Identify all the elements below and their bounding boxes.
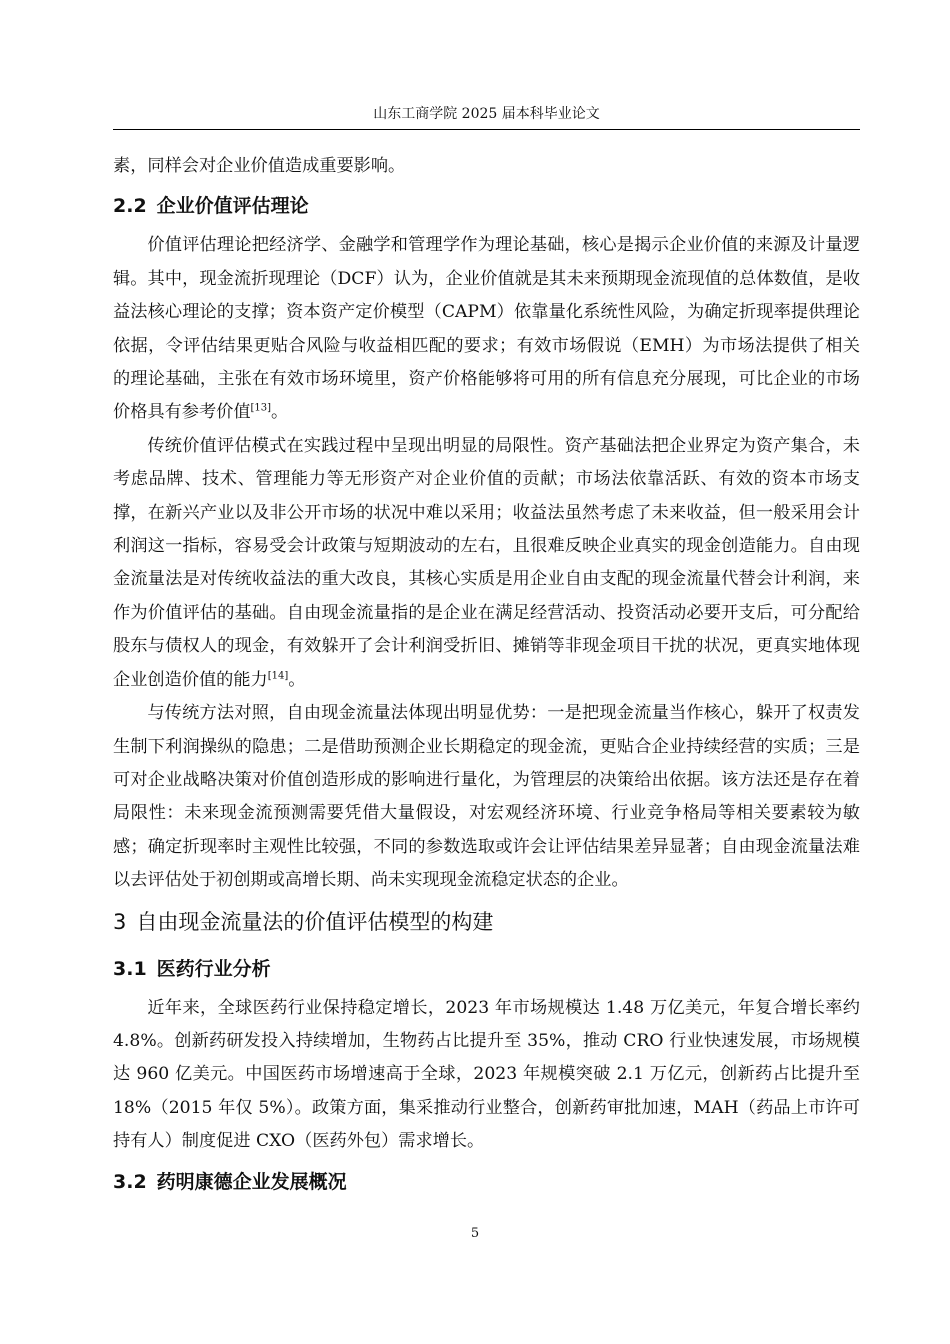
section-heading-2-2 (113, 183, 860, 229)
page-number: 5 (470, 1226, 480, 1241)
paragraph-fcf-advantages: 与传统方法对照，自由现金流量法体现出明显优势：一是把现金流量当作核心，躲开了权责发生制下利润操纵的隐患；二是借助预测企业长期稳定的现金流，更贴合企业持续经营的实质；三是可对企业战略决策对价值创造形成的影响进行量化，为管理层的决策给出依据。该方法还是存在着局限性：未来现金流预测需要凭借大量假设，对宏观经济环境、行业竞争格局等相关要素较为敏感；确定折现率时主观性比较强，不同的参数选取或许会让评估结果差异显著；自由现金流量法难以去评估处于初创期或高增长期、尚未实现现金流稳定状态的企业。 (113, 703, 860, 891)
section-number: 3.1 (113, 957, 147, 980)
header-rule (113, 129, 860, 130)
section-number: 2.2 (113, 195, 147, 218)
paragraph-text: 传统价值评估模式在实践过程中呈现出明显的局限性。资产基础法把企业界定为资产集合，未考虑品牌、技术、管理能力等无形资产对企业价值的贡献；市场法依靠活跃、有效的资本市场支撑，在新兴产业以及非公开市场的状况中难以采用；收益法虽然考虑了未来收益，但一般采用会计利润这一指标，容易受会计政策与短期波动的左右，且很难反映企业真实的现金创造能力。自由现金流量法是对传统收益法的重大改良，其核心实质是用企业自由支配的现金流量代替会计利润，来作为价值评估的基础。自由现金流量指的是企业在满足经营活动、投资活动必要开支后，可分配给股东与债权人的现金，有效躲开了会计利润受折旧、摊销等非现金项目干扰的状况，更真实地体现企业创造价值的能力 (113, 435, 860, 690)
paragraph-valuation-theory (113, 229, 860, 429)
section-heading-3-2 (113, 1159, 860, 1205)
chapter-heading-3 (113, 898, 860, 946)
paragraph-text: 价值评估理论把经济学、金融学和管理学作为理论基础，核心是揭示企业价值的来源及计量逻辑。其中，现金流折现理论（DCF）认为，企业价值就是其未来预期现金流现值的总体数值，是收益法核心理论的支撑；资本资产定价模型（CAPM）依靠量化系统性风险，为确定折现率提供理论依据，令评估结果更贴合风险与收益相匹配的要求；有效市场假说（EMH）为市场法提供了相关的理论基础，主张在有效市场环境里，资产价格能够将可用的所有信息充分展现，可比企业的市场价格具有参考价值 (113, 235, 860, 423)
section-number: 3.2 (113, 1170, 147, 1193)
chapter-title: 自由现金流量法的价值评估模型的构建 (136, 909, 494, 934)
section-title: 企业价值评估理论 (156, 195, 309, 218)
section-title: 药明康德企业发展概况 (156, 1170, 347, 1193)
chapter-number: 3 (113, 909, 127, 934)
paragraph-end: 。 (271, 402, 289, 423)
paragraph-traditional-limits (113, 430, 860, 697)
section-heading-3-1 (113, 946, 860, 992)
paragraph-end: 。 (288, 669, 306, 690)
section-title: 医药行业分析 (156, 957, 271, 980)
intro-paragraph: 素，同样会对企业价值造成重要影响。 (113, 156, 406, 176)
running-header: 山东工商学院 2025 届本科毕业论文 (373, 106, 600, 122)
citation-13: [13] (250, 402, 272, 414)
paragraph-industry-analysis: 近年来，全球医药行业保持稳定增长，2023 年市场规模达 1.48 万亿美元，年复合增长率约 4.8%。创新药研发投入持续增加，生物药占比提升至 35%，推动 CRO 行业快速发展，市场规模达 960 亿美元。中国医药市场增速高于全球，2023 年规模突破 2.1 万亿元，创新药占比提升至 18%（2015 年仅 5%）。政策方面，集采推动行业整合，创新药审批加速，MAH（药品上市许可持有人）制度促进 CXO（医药外包）需求增长。 (113, 997, 860, 1152)
page-body (113, 150, 860, 1205)
citation-14: [14] (267, 669, 289, 681)
